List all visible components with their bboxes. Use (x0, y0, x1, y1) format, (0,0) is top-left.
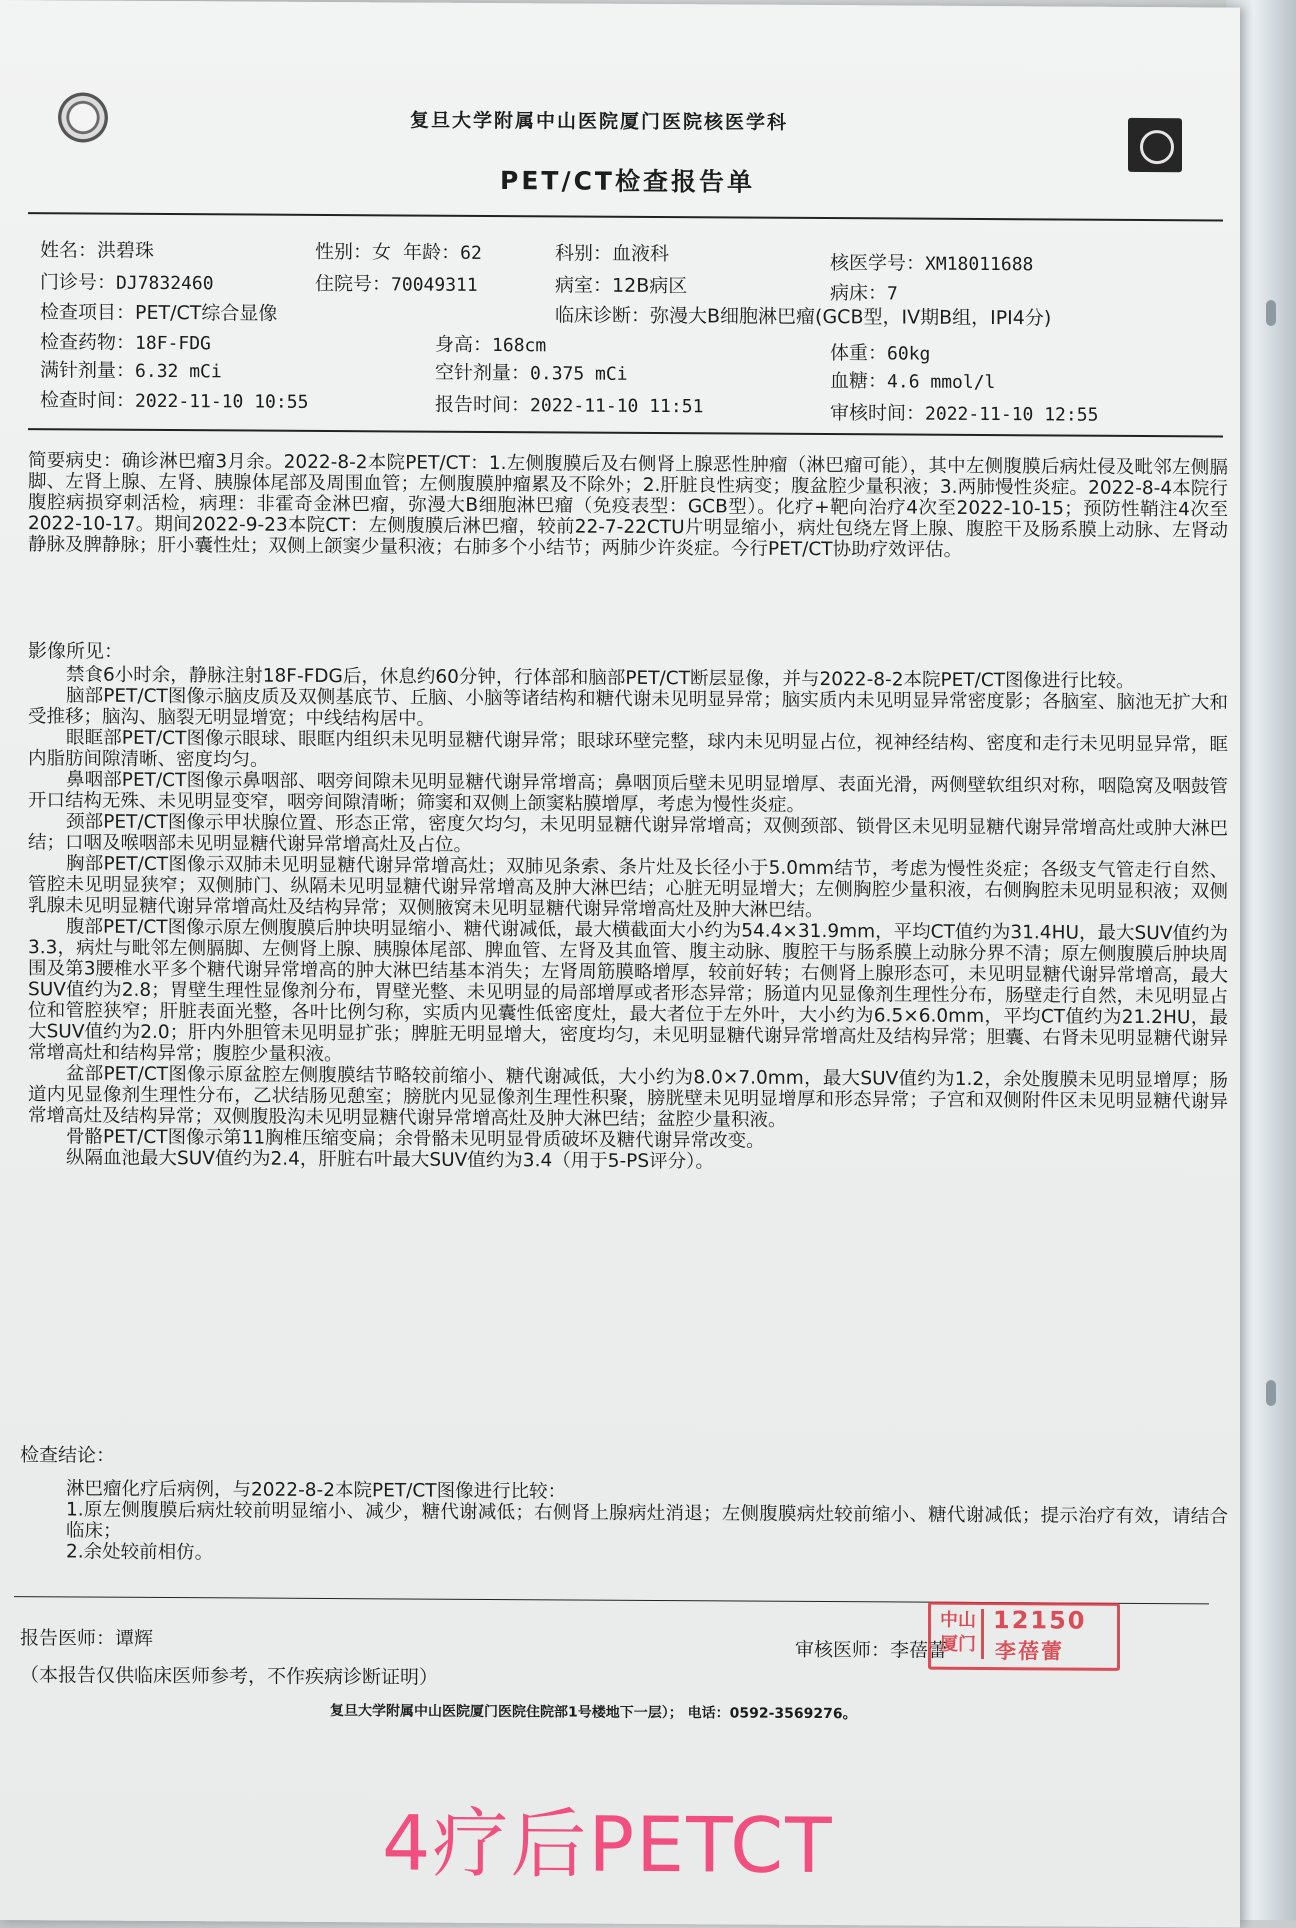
nm-number-field: 核医学号：XM18011688 (830, 252, 1034, 276)
exam-time-field: 检查时间：2022-11-10 10:55 (40, 389, 309, 413)
finding-paragraph: 纵隔血池最大SUV值约为2.4，肝脏右叶最大SUV值约为3.4（用于5-PS评分）。 (66, 1147, 714, 1173)
reporting-doctor: 报告医师：谭辉 (20, 1627, 154, 1650)
diagnosis-field: 临床诊断：弥漫大B细胞淋巴瘤(GCB型，IV期B组，IPI4分) (555, 304, 1052, 330)
footer-address: 复旦大学附属中山医院厦门医院住院部1号楼地下一层）； 电话：0592-3569276。 (330, 1703, 857, 1723)
drug-field: 检查药物：18F-FDG (40, 331, 211, 355)
binder-ring (1266, 300, 1276, 326)
hospital-name: 复旦大学附属中山医院厦门医院核医学科 (410, 109, 789, 134)
finding-paragraph: 鼻咽部PET/CT图像示鼻咽部、咽旁间隙未见明显糖代谢异常增高；鼻咽顶后壁未见明显增厚、表面光滑，两侧壁软组织对称，咽隐窝及咽鼓管开口结构无殊、未见明显变窄，咽旁间隙清晰；筛窦和双侧上颌窦粘膜增厚，考虑为慢性炎症。 (28, 769, 1228, 816)
report-title: PET/CT检查报告单 (500, 166, 755, 197)
exam-item-field: 检查项目：PET/CT综合显像 (40, 301, 278, 325)
binder-ring (1266, 1380, 1276, 1406)
seal-hospital: 中山厦门 (935, 1609, 984, 1659)
conclusion-line: 1.原左侧腹膜后病灶较前明显缩小、减少，糖代谢减低；右侧肾上腺病灶消退；左侧腹膜病灶较前缩小、糖代谢减低；提示治疗有效，请结合临床； (66, 1499, 1228, 1542)
audit-time-field: 审核时间：2022-11-10 12:55 (830, 402, 1099, 426)
conclusion-line: 2.余处较前相仿。 (66, 1541, 214, 1564)
inpatient-field: 住院号：70049311 (315, 272, 478, 296)
finding-paragraph: 禁食6小时余，静脉注射18F-FDG后，休息约60分钟，行体部和脑部PET/CT断层显像，并与2022-8-2本院PET/CT图像进行比较。 (66, 664, 1135, 692)
finding-paragraph: 脑部PET/CT图像示脑皮质及双侧基底节、丘脑、小脑等诸结构和糖代谢未见明显异常；脑实质内未见明显异常密度影；各脑室、脑池无扩大和受推移；脑沟、脑裂无明显增宽；中线结构居中。 (28, 685, 1228, 730)
conclusion-section (28, 1478, 1228, 1569)
conclusion-line: 淋巴瘤化疗后病例，与2022-8-2本院PET/CT图像进行比较： (66, 1478, 567, 1503)
finding-paragraph: 颈部PET/CT图像示甲状腺位置、形态正常，密度欠均匀，未见明显糖代谢异常增高；双侧颈部、锁骨区未见明显糖代谢异常增高灶或肿大淋巴结；口咽及喉咽部未见明显糖代谢异常增高灶及占位。 (28, 811, 1228, 856)
finding-paragraph: 胸部PET/CT图像示双肺未见明显糖代谢异常增高灶；双肺见条索、条片灶及长径小于5.0mm结节，考虑为慢性炎症；各级支气管走行自然、管腔未见明显狭窄；双侧肺门、纵隔未见明显糖代谢异常增高及肿大淋巴结；心脏无明显增大；左侧胸腔少量积液，右侧胸腔未见明显积液；双侧乳腺未见明显糖代谢异常增高灶及结构异常；双侧腋窝未见明显糖代谢异常增高灶及肿大淋巴结。 (28, 853, 1228, 922)
hospital-logo-icon (58, 92, 108, 142)
name-field: 姓名：洪碧珠 (40, 239, 155, 262)
full-dose-field: 满针剂量：6.32 mCi (40, 359, 222, 383)
brief-history: 简要病史：确诊淋巴瘤3月余。2022-8-2本院PET/CT：1.左侧腹膜后及右侧肾上腺恶性肿瘤（淋巴瘤可能），其中左侧腹膜后病灶侵及毗邻左侧膈脚、左肾上腺、左肾、胰腺体尾部及周围血管；左侧腹膜肿瘤累及不除外；2.肝脏良性病变；腹盆腔少量积液；3.两肺慢性炎症。2022-8-4本院行腹腔病损穿刺活检，病理：非霍奇金淋巴瘤，弥漫大B细胞淋巴瘤（免疫表型：GCB型）。化疗+靶向治疗4次至2022-10-15；预防性鞘注4次至2022-10-17。期间2022-9-23本院CT：左侧腹膜后淋巴瘤，较前22-7-22CTU片明显缩小，病灶包绕左肾上腺、腹腔干及肠系膜上动脉、左肾动静脉及脾静脉；肝小囊性灶；双侧上颌窦少量积液；右肺多个小结节；两肺少许炎症。今行PET/CT协助疗效评估。 (28, 450, 1228, 561)
sex-age-field: 性别：女 年龄：62 (315, 240, 482, 264)
weight-field: 体重：60kg (830, 342, 931, 365)
conclusion-label: 检查结论： (20, 1444, 116, 1467)
findings-label: 影像所见： (28, 640, 124, 663)
divider (28, 212, 1223, 221)
handwritten-caption: 4疗后PETCT (382, 1798, 834, 1891)
finding-paragraph: 骨骼PET/CT图像示第11胸椎压缩变扁；余骨骼未见明显骨质破坏及糖代谢异常改变。 (66, 1126, 765, 1152)
seal-name: 李蓓蕾 (995, 1639, 1064, 1664)
finding-paragraph: 腹部PET/CT图像示原左侧腹膜后肿块明显缩小、糖代谢减低，最大横截面大小约为54.4×31.9mm，平均CT值约为31.4HU，最大SUV值约为3.3，病灶与毗邻左侧膈脚、左侧肾上腺、胰腺体尾部、脾血管、左肾及其血管、腹主动脉、腹腔干与肠系膜上动脉分界不清；原左侧腹膜后肿块周围及第3腰椎水平多个糖代谢异常增高的肿大淋巴结基本消失；左肾周筋膜略增厚，较前好转；右侧肾上腺形态可，未见明显糖代谢异常增高，最大SUV值约为2.8；胃壁生理性显像剂分布，胃壁光整、未见明显的局部增厚或者形态异常；肠道内见显像剂生理性分布，肠壁走行自然，未见明显占位和管腔狭窄；肝脏表面光整，各叶比例匀称，实质内见囊性低密度灶，最大者位于左外叶，大小约为6.5×6.0mm，平均CT值约为21.2HU，最大SUV值约为2.0；肝内外胆管未见明显扩张；脾脏无明显增大，密度均匀，未见明显糖代谢异常增高灶及结构异常；胆囊、右肾未见明显糖代谢异常增高灶和结构异常；腹腔少量积液。 (28, 916, 1228, 1066)
empty-dose-field: 空针剂量：0.375 mCi (435, 361, 628, 385)
report-time-field: 报告时间：2022-11-10 11:51 (435, 393, 704, 418)
finding-paragraph: 眼眶部PET/CT图像示眼球、眼眶内组织未见明显糖代谢异常；眼球环壁完整，球内未见明显占位，视神经结构、密度和走行未见明显异常，眶内脂肪间隙清晰、密度均匀。 (28, 727, 1228, 771)
qr-code-icon (1128, 118, 1182, 172)
outpatient-field: 门诊号：DJ7832460 (40, 271, 214, 295)
dept-field: 科别：血液科 (555, 242, 670, 266)
disclaimer: （本报告仅供临床医师参考，不作疾病诊断证明） (20, 1664, 439, 1689)
glucose-field: 血糖：4.6 mmol/l (830, 370, 996, 394)
auditing-doctor: 审核医师：李蓓蕾 (795, 1638, 948, 1662)
bed-field: 病床：7 (830, 282, 898, 305)
ward-field: 病室：12B病区 (555, 274, 688, 298)
finding-paragraph: 盆部PET/CT图像示原盆腔左侧腹膜结节略较前缩小、糖代谢减低，大小约为8.0×7.0mm，最大SUV值约为1.2，余处腹膜未见明显增厚；肠道内见显像剂生理性分布，乙状结肠见憩室；膀胱内见显像剂生理性积聚，膀胱壁未见明显增厚和形态异常；子宫和双侧附件区未见明显糖代谢异常增高灶及结构异常；双侧腹股沟未见明显糖代谢异常增高灶及肿大淋巴结；盆腔少量积液。 (28, 1063, 1228, 1131)
seal-number: 12150 (993, 1606, 1087, 1635)
height-field: 身高：168cm (435, 333, 547, 357)
divider (28, 428, 1223, 437)
approval-seal (928, 1602, 1120, 1671)
findings-section (28, 664, 1228, 1175)
